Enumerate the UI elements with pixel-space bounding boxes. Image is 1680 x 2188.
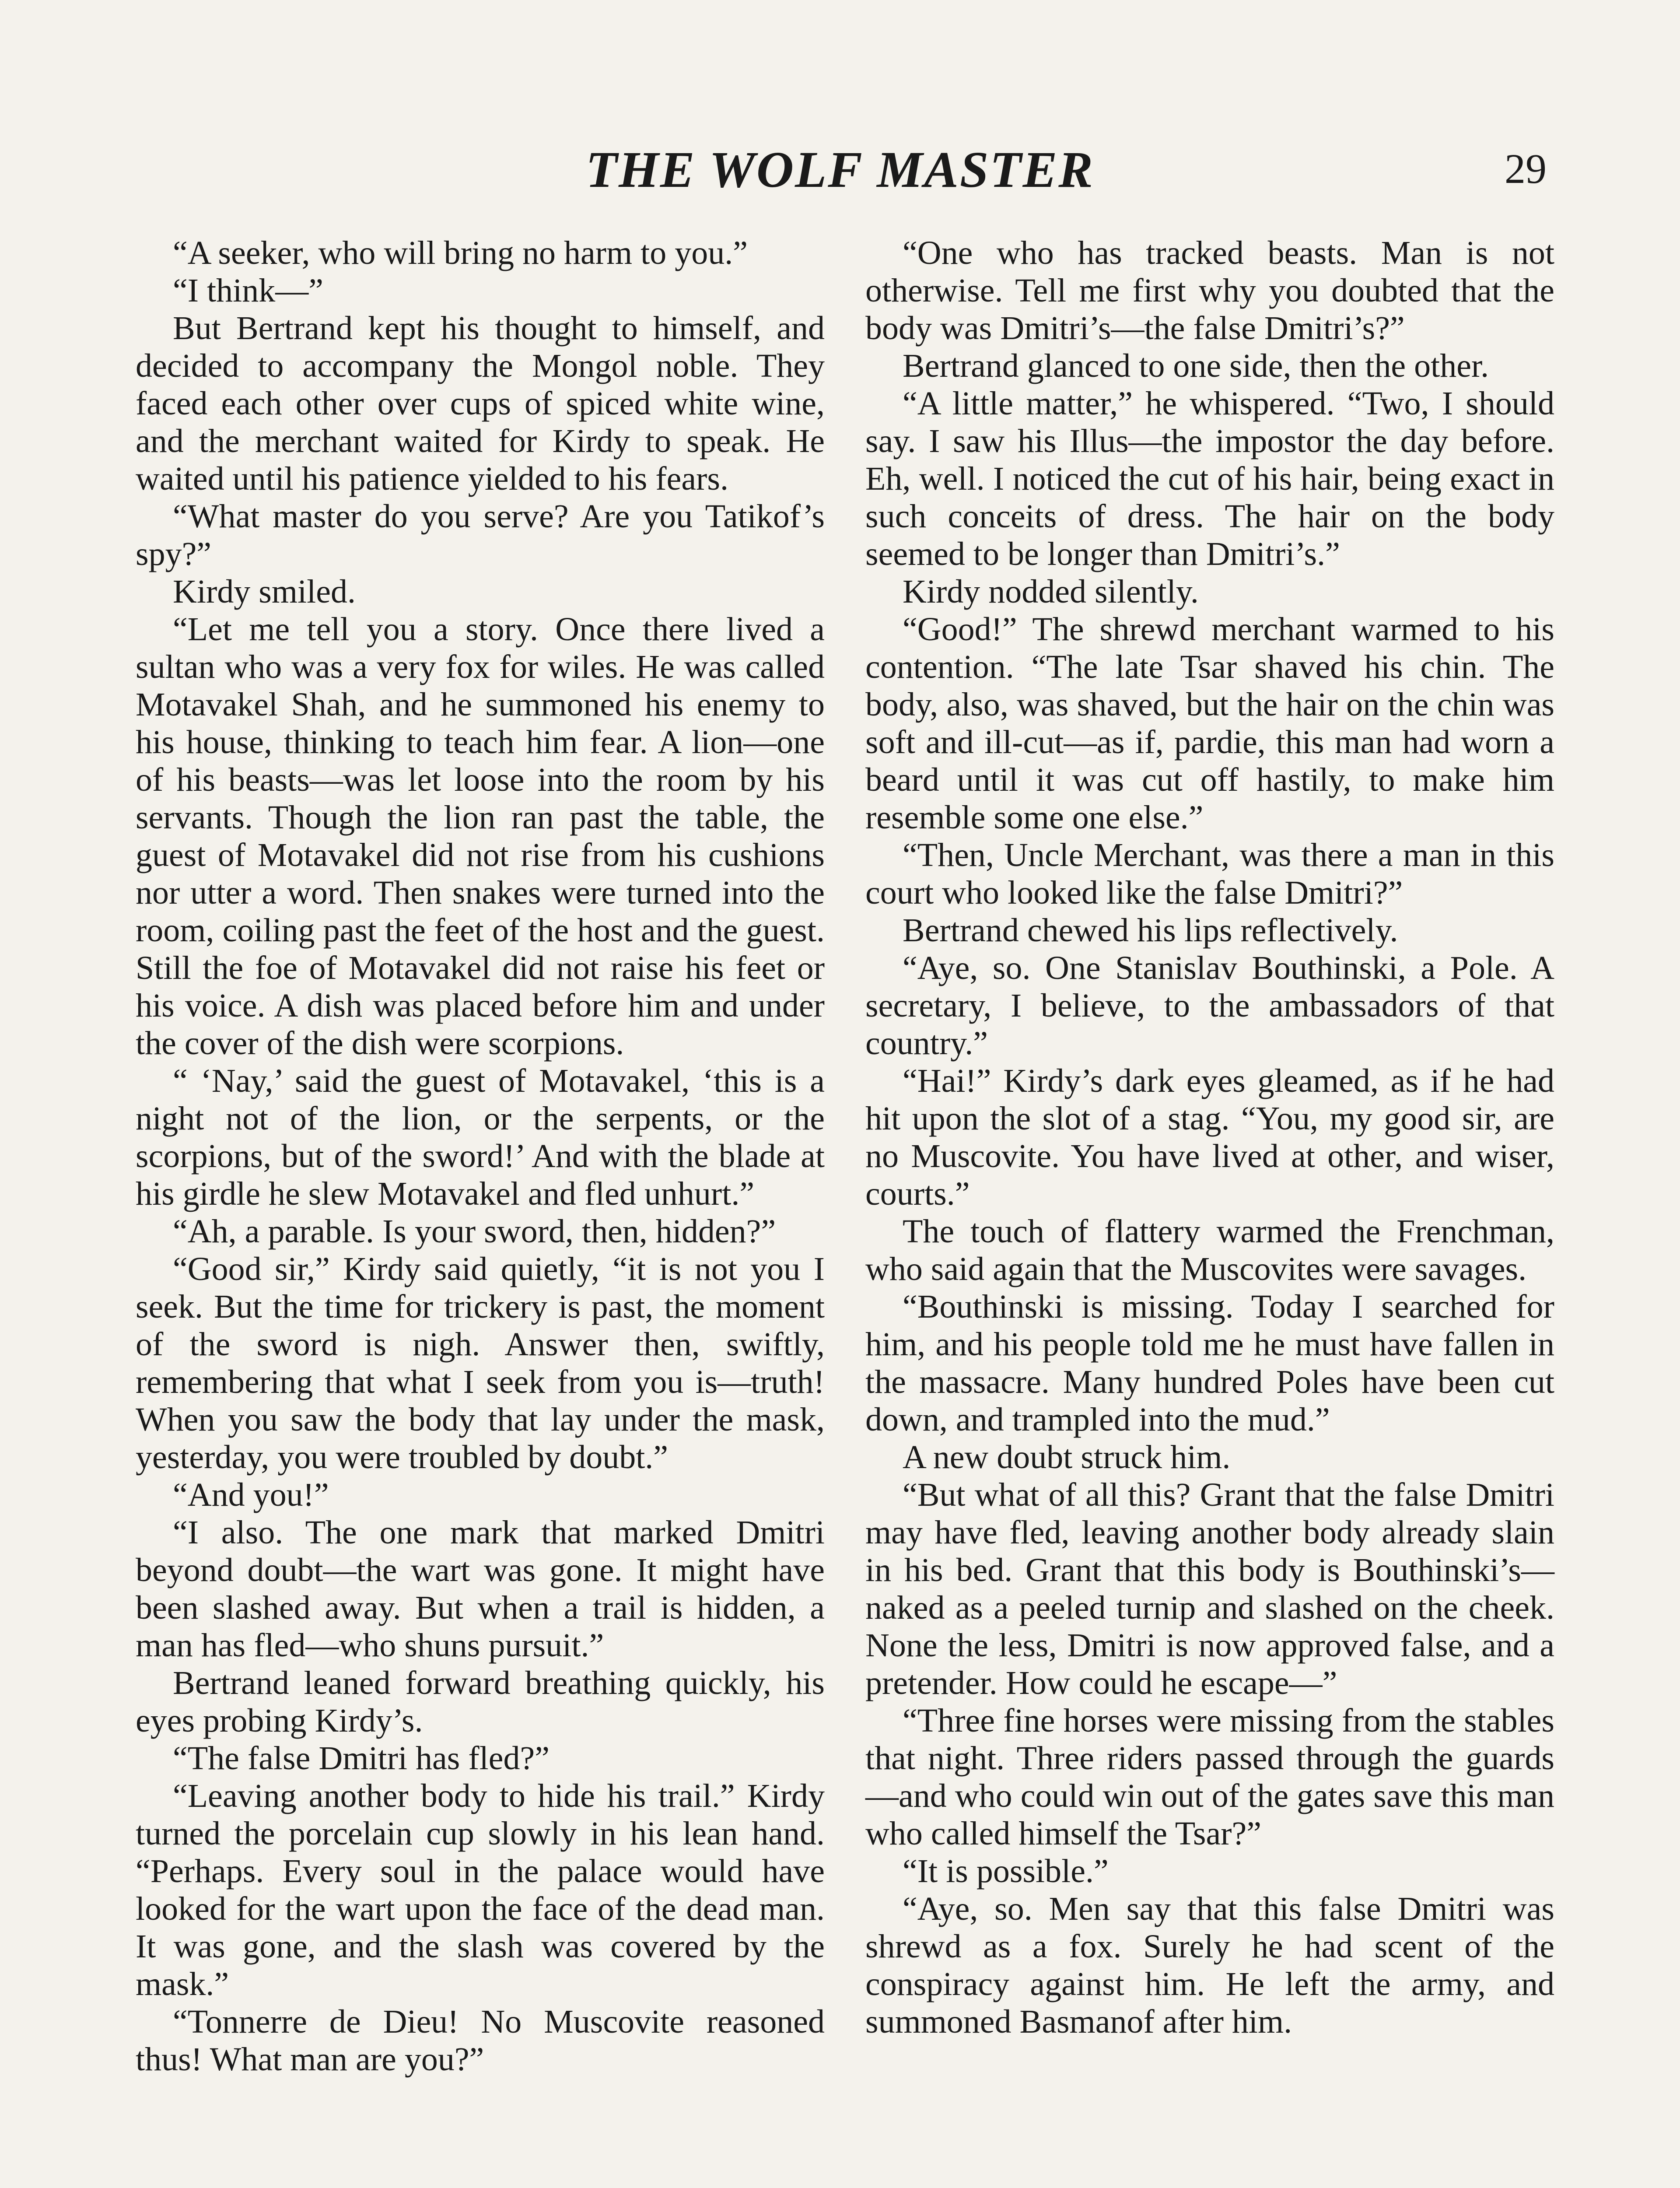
paragraph: “Hai!” Kirdy’s dark eyes gleamed, as if he had hit upon the slot of a stag. “You, my good sir, are no Muscovite. You have lived at other, and wiser, courts.” bbox=[865, 1062, 1554, 1212]
paragraph: “Let me tell you a story. Once there lived a sultan who was a very fox for wiles. He was called Motavakel Shah, and he summoned his enemy to his house, thinking to teach him fear. A lion—one of his beasts—was let loose into the room by his servants. Though the lion ran past the table, the guest of Motavakel did not rise from his cushions nor utter a word. Then snakes were turned into the room, coiling past the feet of the host and the guest. Still the foe of Motavakel did not raise his feet or his voice. A dish was placed before him and under the cover of the dish were scorpions. bbox=[136, 611, 825, 1062]
paragraph: “A seeker, who will bring no harm to you.” bbox=[173, 235, 748, 271]
paragraph: “I also. The one mark that marked Dmitri beyond doubt—the wart was gone. It might have been slashed away. But when a trail is hidden, a man has fled—who shuns pursuit.” bbox=[136, 1514, 825, 1664]
paragraph: Kirdy smiled. bbox=[173, 573, 356, 610]
paragraph: “I think—” bbox=[173, 272, 324, 309]
paragraph: “But what of all this? Grant that the false Dmitri may have fled, leaving another body already slain in his bed. Grant that this body is Bouthinski’s—naked as a peeled turnip and slashed on the cheek. None the less, Dmitri is now approved false, and a pretender. How could he escape—” bbox=[865, 1476, 1554, 1701]
paragraph: “Good!” The shrewd merchant warmed to his contention. “The late Tsar shaved his chin. The body, also, was shaved, but the hair on the chin was soft and ill-cut—as if, pardie, this man had worn a beard until it was cut off hastily, to make him resemble some one else.” bbox=[865, 611, 1554, 836]
paragraph: “Then, Uncle Merchant, was there a man in this court who looked like the false Dmitri?” bbox=[865, 837, 1554, 911]
text-column-right bbox=[865, 234, 1554, 2041]
paragraph: “One who has tracked beasts. Man is not otherwise. Tell me first why you doubted that the body was Dmitri’s—the false Dmitri’s?” bbox=[865, 235, 1554, 347]
paragraph: Bertrand glanced to one side, then the other. bbox=[903, 347, 1489, 384]
paragraph: “Aye, so. One Stanislav Bouthinski, a Pole. A secretary, I believe, to the ambassadors of that country.” bbox=[865, 950, 1554, 1062]
paragraph: “Ah, a parable. Is your sword, then, hidden?” bbox=[173, 1213, 776, 1250]
paragraph: A new doubt struck him. bbox=[903, 1439, 1231, 1476]
paragraph: Bertrand leaned forward breathing quickly, his eyes probing Kirdy’s. bbox=[136, 1665, 825, 1739]
paragraph: “Tonnerre de Dieu! No Muscovite reasoned thus! What man are you?” bbox=[136, 2003, 825, 2078]
paragraph: “The false Dmitri has fled?” bbox=[173, 1740, 550, 1777]
paragraph: “Three fine horses were missing from the stables that night. Three riders passed through the guards—and who could win out of the gates save this man who called himself the Tsar?” bbox=[865, 1702, 1554, 1852]
paragraph: But Bertrand kept his thought to himself, and decided to accompany the Mongol noble. They faced each other over cups of spiced white wine, and the merchant waited for Kirdy to speak. He waited until his patience yielded to his fears. bbox=[136, 310, 825, 497]
text-column-left bbox=[136, 234, 825, 2078]
paragraph: “Good sir,” Kirdy said quietly, “it is not you I seek. But the time for trickery is past, the moment of the sword is nigh. Answer then, swiftly, remembering that what I seek from you is—truth! When you saw the body that lay under the mask, yesterday, you were troubled by doubt.” bbox=[136, 1251, 825, 1476]
paragraph: “It is possible.” bbox=[903, 1853, 1109, 1890]
paragraph: Kirdy nodded silently. bbox=[903, 573, 1199, 610]
paragraph: The touch of flattery warmed the Frenchman, who said again that the Muscovites were savages. bbox=[865, 1213, 1554, 1287]
paragraph: “Bouthinski is missing. Today I searched for him, and his people told me he must have fallen in the massacre. Many hundred Poles have been cut down, and trampled into the mud.” bbox=[865, 1288, 1554, 1438]
page-number: 29 bbox=[1505, 145, 1547, 192]
page-header bbox=[0, 131, 1680, 219]
paragraph: “A little matter,” he whispered. “Two, I should say. I saw his Illus—the impostor the day before. Eh, well. I noticed the cut of his hair, being exact in such conceits of dress. The hair on the body seemed to be longer than Dmitri’s.” bbox=[865, 385, 1554, 572]
running-title: THE WOLF MASTER bbox=[586, 141, 1094, 198]
paragraph: “What master do you serve? Are you Tatikof’s spy?” bbox=[136, 498, 825, 572]
paragraph: “ ‘Nay,’ said the guest of Motavakel, ‘this is a night not of the lion, or the serpents, or the scorpions, but of the sword!’ And with the blade at his girdle he slew Motavakel and fled unhurt.” bbox=[136, 1062, 825, 1212]
paragraph: “Aye, so. Men say that this false Dmitri was shrewd as a fox. Surely he had scent of the conspiracy against him. He left the army, and summoned Basmanof after him. bbox=[865, 1890, 1554, 2040]
paragraph: “And you!” bbox=[173, 1476, 329, 1513]
paragraph: Bertrand chewed his lips reflectively. bbox=[903, 912, 1398, 949]
paragraph: “Leaving another body to hide his trail.” Kirdy turned the porcelain cup slowly in his lean hand. “Perhaps. Every soul in the palace would have looked for the wart upon the face of the dead man. It was gone, and the slash was covered by the mask.” bbox=[136, 1778, 825, 2002]
